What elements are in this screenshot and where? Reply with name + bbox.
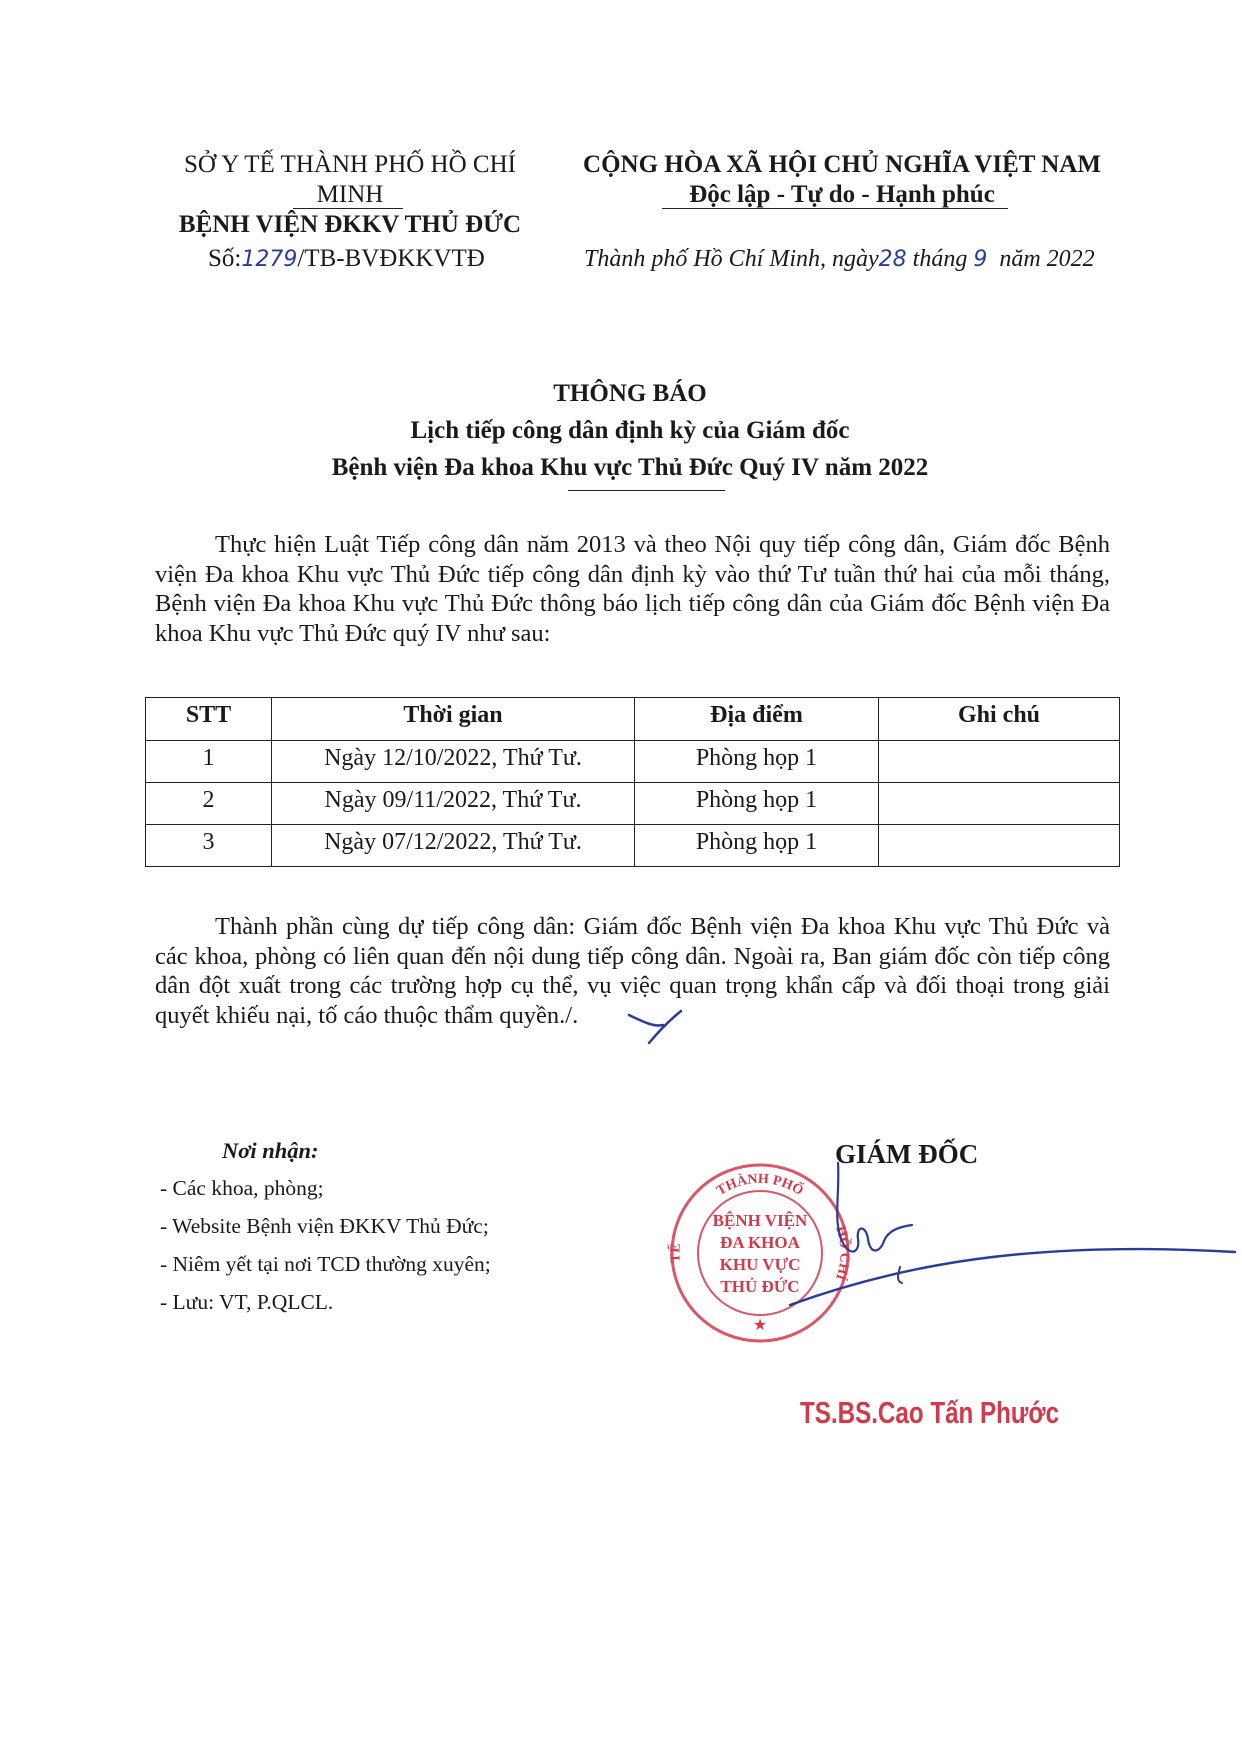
country-name: CỘNG HÒA XÃ HỘI CHỦ NGHĨA VIỆT NAM xyxy=(583,151,1101,178)
handwritten-check-mark xyxy=(625,1005,685,1050)
document-number xyxy=(208,244,485,275)
date-year: năm 2022 xyxy=(999,246,1095,272)
date-month-label: tháng xyxy=(912,246,968,272)
cell-notes xyxy=(879,741,1120,783)
stamp-line4: THỦ ĐỨC xyxy=(720,1277,800,1296)
recipient-item: - Niêm yết tại nơi TCD thường xuyên; xyxy=(160,1252,491,1276)
column-header-stt: STT xyxy=(146,698,272,741)
signer-title: GIÁM ĐỐC xyxy=(835,1139,979,1169)
doc-number-prefix: Số: xyxy=(208,245,242,272)
motto: Độc lập - Tự do - Hạnh phúc xyxy=(689,181,995,208)
cell-notes xyxy=(879,825,1120,867)
doc-number-suffix: /TB-BVĐKKVTĐ xyxy=(297,245,485,272)
recipient-item: - Các khoa, phòng; xyxy=(160,1176,324,1200)
recipients-block xyxy=(160,1133,580,1321)
national-motto-block xyxy=(572,150,1112,210)
cell-time: Ngày 12/10/2022, Thứ Tư. xyxy=(272,741,635,783)
date-month: 9 xyxy=(973,247,988,272)
table-row xyxy=(146,783,1120,825)
recipient-item: - Website Bệnh viện ĐKKV Thủ Đức; xyxy=(160,1214,489,1238)
cell-notes xyxy=(879,783,1120,825)
stamp-ring-right: HỒ CHÍ xyxy=(832,1224,852,1282)
table-header-row xyxy=(146,698,1120,741)
table-row xyxy=(146,825,1120,867)
stamp-line3: KHU VỰC xyxy=(719,1255,801,1274)
stamp-line2: ĐA KHOA xyxy=(720,1233,800,1252)
column-header-notes: Ghi chú xyxy=(879,698,1120,741)
title-underline xyxy=(568,490,725,491)
signer-name: TS.BS.Cao Tấn Phước xyxy=(800,1395,1060,1430)
recipient-item: - Lưu: VT, P.QLCL. xyxy=(160,1290,334,1314)
motto-underline xyxy=(662,208,1008,209)
closing-paragraph: Thành phần cùng dự tiếp công dân: Giám đốc Bệnh viện Đa khoa Khu vực Thủ Đức và các khoa, phòng có liên quan đến nội dung tiếp công dân. Ngoài ra, Ban giám đốc còn tiếp công dân đột xuất trong các trường hợp cụ thể, vụ việc quan trọng khẩn cấp và đối thoại trong giải quyết khiếu nại, tố cáo thuộc thẩm quyền./. xyxy=(155,913,1110,1029)
svg-text:TẾ xyxy=(666,1243,684,1263)
notice-title-block xyxy=(150,375,1110,486)
document-date xyxy=(584,244,1095,275)
cell-stt: 3 xyxy=(146,825,272,867)
stamp-ring-top: THÀNH PHỐ xyxy=(714,1171,806,1199)
cell-location: Phòng họp 1 xyxy=(635,741,879,783)
stamp-ring-left: TẾ xyxy=(668,1242,684,1264)
cell-time: Ngày 07/12/2022, Thứ Tư. xyxy=(272,825,635,867)
stamp-line1: BỆNH VIỆN xyxy=(712,1211,808,1230)
cell-stt: 1 xyxy=(146,741,272,783)
agency-underline xyxy=(293,208,403,209)
stamp-star-icon: ★ xyxy=(752,1317,768,1334)
doc-number-handwritten: 1279 xyxy=(241,247,298,272)
hospital-name: BỆNH VIỆN ĐKKV THỦ ĐỨC xyxy=(178,211,522,238)
schedule-table xyxy=(145,697,1120,867)
cell-time: Ngày 09/11/2022, Thứ Tư. xyxy=(272,783,635,825)
column-header-location: Địa điểm xyxy=(635,698,879,741)
notice-subtitle: Lịch tiếp công dân định kỳ của Giám đốc xyxy=(410,417,850,444)
agency-name: SỞ Y TẾ THÀNH PHỐ HỒ CHÍ MINH xyxy=(184,151,516,208)
column-header-time: Thời gian xyxy=(272,698,635,741)
date-day: 28 xyxy=(878,247,907,272)
cell-location: Phòng họp 1 xyxy=(635,825,879,867)
notice-subtitle-2: Bệnh viện Đa khoa Khu vực Thủ Đức Quý IV năm 2022 xyxy=(331,454,929,481)
agency-block xyxy=(150,150,550,240)
table-row xyxy=(146,741,1120,783)
recipients-heading: Nơi nhận: xyxy=(222,1138,319,1163)
cell-stt: 2 xyxy=(146,783,272,825)
notice-title: THÔNG BÁO xyxy=(553,380,707,407)
intro-paragraph: Thực hiện Luật Tiếp công dân năm 2013 và theo Nội quy tiếp công dân, Giám đốc Bệnh viện Đa khoa Khu vực Thủ Đức tiếp công dân định kỳ vào thứ Tư tuần thứ hai của mỗi tháng, Bệnh viện Đa khoa Khu vực Thủ Đức thông báo lịch tiếp công dân của Giám đốc Bệnh viện Đa khoa Khu vực Thủ Đức quý IV như sau: xyxy=(155,531,1110,647)
date-prefix: Thành phố Hồ Chí Minh, ngày xyxy=(584,246,879,272)
handwritten-signature xyxy=(780,1155,1240,1345)
cell-location: Phòng họp 1 xyxy=(635,783,879,825)
